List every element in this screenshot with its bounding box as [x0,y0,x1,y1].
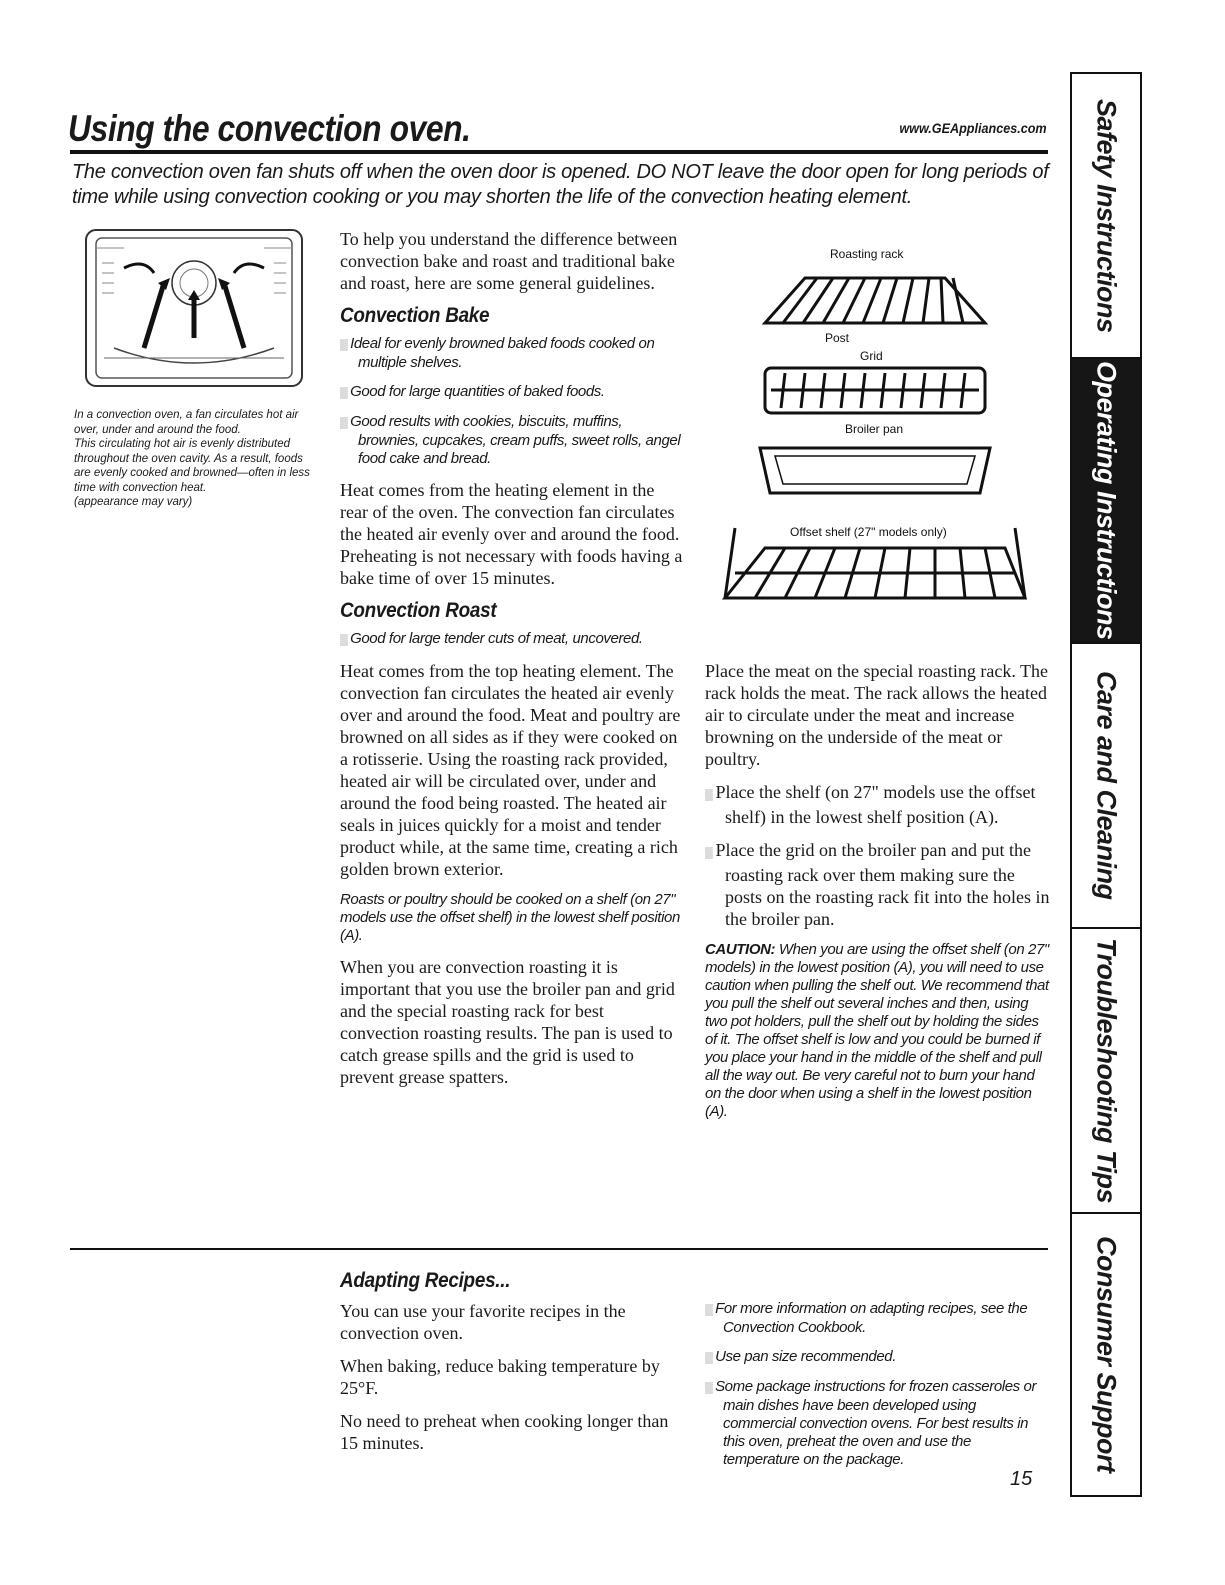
convection-oven-illustration [84,228,304,388]
rack-bullet: ▒ Place the shelf (on 27" models use the offset shelf) in the lowest shelf position (A). [705,781,1050,828]
label-grid: Grid [860,349,883,363]
rack-bullet: ▒ Place the grid on the broiler pan and put the roasting rack over them making sure the posts on the roasting rack fit into the holes in the broiler pan. [705,839,1050,930]
adapting-bullet: ▒ For more information on adapting recipes, see the Convection Cookbook. [705,1300,1050,1337]
adapting-recipes-heading: Adapting Recipes... [340,1269,511,1292]
roast-note: Roasts or poultry should be cooked on a shelf (on 27" models use the offset shelf) in the lowest shelf position (A). [340,891,680,944]
caution-note [705,941,1050,1121]
tab-label: Consumer Support [1091,1236,1122,1473]
tab-troubleshooting-tips[interactable] [1072,929,1140,1214]
guidelines-intro: To help you understand the difference between convection bake and roast and traditional bake and roast, here are some general guidelines. [340,229,678,293]
bake-bullet: ▒ Ideal for evenly browned baked foods cooked on multiple shelves. [340,335,685,372]
caution-text: When you are using the offset shelf (on 27" models) in the lowest position (A), you will need to use caution when pulling the shelf out. We recommend that you pull the shelf out several inches and then, using two pot holders, pull the shelf out by holding the sides of it. The offset shelf is low and you could be burned if you place your hand in the middle of the shelf and pull all the way out. Be very careful not to burn your hand on the door when using a shelf in the lowest position (A). [705,941,1049,1120]
convection-bake-heading: Convection Bake [340,304,490,327]
intro-warning: The convection oven fan shuts off when the oven door is opened. DO NOT leave the door open for long periods of time while using convection cooking or you may shorten the life of the convection heating element. [72,161,1049,208]
label-post: Post [825,331,850,345]
website-url[interactable]: www.GEAppliances.com [899,120,1047,136]
tab-care-and-cleaning[interactable] [1072,644,1140,929]
caption-line-1: In a convection oven, a fan circulates hot air over, under and around the food. [74,409,299,436]
tab-label: Care and Cleaning [1091,671,1122,900]
broiler-pan-graphic [760,448,990,493]
tab-label: Safety Instructions [1091,98,1122,333]
right-column [705,660,1050,1132]
roast-paragraph-2: When you are convection roasting it is important that you use the broiler pan and grid and the special roasting rack for best convection roasting results. The pan is used to catch grease spills and the grid is used to prevent grease spatters. [340,957,675,1087]
tab-safety-instructions[interactable] [1072,74,1140,359]
tab-label: Operating Instructions [1091,361,1122,640]
tab-label: Troubleshooting Tips [1091,938,1122,1203]
section-divider [70,1248,1048,1250]
tab-consumer-support[interactable] [1072,1214,1140,1495]
adapting-paragraph: No need to preheat when cooking longer than 15 minutes. [340,1411,669,1453]
label-broiler-pan: Broiler pan [845,422,904,436]
adapting-recipes-section [340,1262,685,1465]
oven-caption [74,408,319,510]
bake-bullet: ▒ Good for large quantities of baked foods. [340,383,685,402]
adapting-paragraph: When baking, reduce baking temperature by 25°F. [340,1356,660,1398]
section-tabs [1070,72,1142,1497]
page-title: Using the convection oven. [68,108,471,149]
bake-bullet: ▒ Good results with cookies, biscuits, muffins, brownies, cupcakes, cream puffs, sweet rolls, angel food cake and bread. [340,413,685,468]
caution-label: CAUTION: [705,941,776,958]
caption-line-2: This circulating hot air is evenly distributed throughout the oven cavity. As a result, foods are evenly cooked and browned—often in less time with convection heat. [74,438,310,494]
adapting-bullet: ▒ Use pan size recommended. [705,1348,1050,1367]
caption-line-3: (appearance may vary) [74,496,193,508]
roast-paragraph: Heat comes from the top heating element. The convection fan circulates the heated air evenly over and around the food. Meat and poultry are browned on all sides as if they were cooked on a rotisserie. Using the roasting rack provided, heated air will be circulated over, under and around the food being roasted. The heated air seals in juices quickly for a moist and tender product while, at the same time, creating a rich golden brown exterior. [340,661,681,879]
tab-operating-instructions[interactable] [1072,359,1140,644]
bake-paragraph: Heat comes from the heating element in the rear of the oven. The convection fan circulates the heated air evenly over and around the food. Preheating is not necessary with foods having a bake time of over 15 minutes. [340,480,683,588]
label-offset-shelf: Offset shelf (27" models only) [790,525,947,539]
title-divider [70,150,1048,154]
page-number: 15 [1010,1468,1033,1490]
label-roasting-rack: Roasting rack [830,247,904,261]
roasting-rack-graphic [765,278,985,323]
middle-column [340,228,685,1099]
adapting-paragraph: You can use your favorite recipes in the convection oven. [340,1301,626,1343]
convection-roast-heading: Convection Roast [340,599,497,622]
roasting-rack-illustration [705,228,1045,648]
grid-graphic [765,368,985,413]
adapting-bullet: ▒ Some package instructions for frozen casseroles or main dishes have been developed using commercial convection ovens. For best results in this oven, preheat the oven and use the temperature on the package. [705,1378,1050,1469]
roast-bullet: ▒ Good for large tender cuts of meat, uncovered. [340,630,685,649]
adapting-recipes-bullets [705,1300,1050,1480]
roasting-rack-paragraph: Place the meat on the special roasting rack. The rack holds the meat. The rack allows the heated air to circulate under the meat and increase browning on the underside of the meat or poultry. [705,661,1049,769]
